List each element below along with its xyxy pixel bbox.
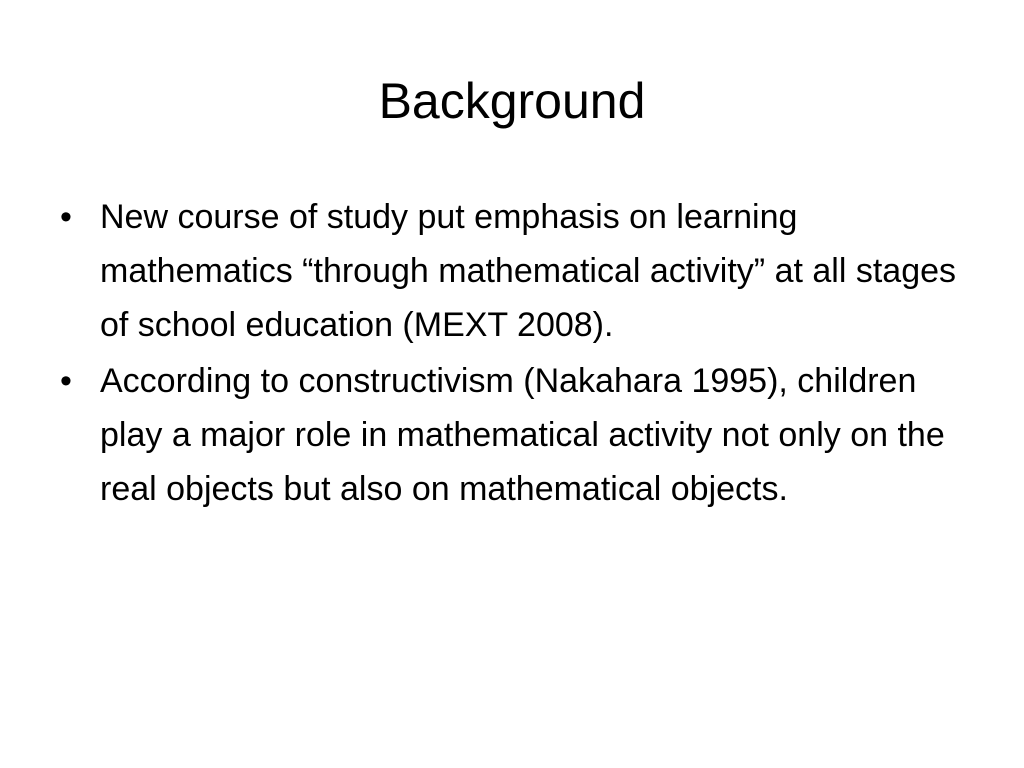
bullet-dot-icon: •	[60, 362, 72, 400]
slide-title: Background	[378, 73, 646, 129]
bullet-text: According to constructivism (Nakahara 1995), children play a major role in mathematical activity not only on the real objects but also on mathematical objects.	[100, 362, 945, 508]
bullet-text: New course of study put emphasis on learning mathematics “through mathematical activity” at all stages of school education (MEXT 2008).	[100, 198, 957, 344]
bullet-item-1	[56, 190, 976, 352]
bullet-dot-icon: •	[60, 198, 72, 236]
bullet-list	[56, 190, 976, 518]
bullet-item-2	[56, 354, 976, 516]
